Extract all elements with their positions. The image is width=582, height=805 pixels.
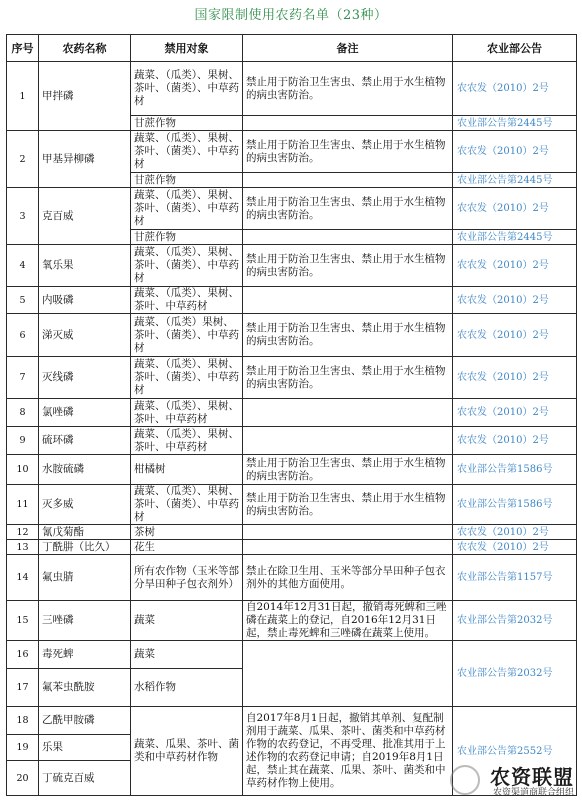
remark: 禁止用于防治卫生害虫、禁止用于水生植物的病虫害防治。	[243, 314, 453, 357]
ministry-announcement: 农农发（2010）2号	[453, 314, 577, 357]
pesticide-name: 甲基异柳磷	[39, 131, 131, 188]
table-row	[7, 601, 577, 641]
ministry-announcement: 农业部公告第2552号	[453, 707, 577, 796]
header-target: 禁用对象	[131, 35, 243, 62]
ministry-announcement: 农农发（2010）2号	[453, 399, 577, 427]
banned-target: 蔬菜、（瓜类）、果树、茶叶、（菌类）、中草药材	[131, 357, 243, 399]
pesticide-name: 氟苯虫酰胺	[39, 669, 131, 707]
banned-target: 所有农作物（玉米等部分旱田种子包衣剂外）	[131, 555, 243, 601]
banned-target: 甘蔗作物	[131, 173, 243, 188]
row-number: 15	[7, 601, 39, 641]
ministry-announcement: 农农发（2010）2号	[453, 62, 577, 116]
banned-target: 花生	[131, 540, 243, 555]
banned-target: 蔬菜、（瓜类）、果树、茶叶、中草药材	[131, 287, 243, 314]
row-number: 17	[7, 669, 39, 707]
remark	[243, 287, 453, 314]
row-number: 18	[7, 707, 39, 735]
pesticide-name: 乐果	[39, 735, 131, 761]
row-number: 4	[7, 245, 39, 287]
ministry-announcement: 农农发（2010）2号	[453, 188, 577, 230]
banned-target: 蔬菜、（瓜类）、果树、茶叶、（菌类）、中草药材	[131, 62, 243, 116]
banned-target: 柑橘树	[131, 455, 243, 485]
table-row	[7, 287, 577, 314]
pesticide-name: 丁硫克百威	[39, 761, 131, 796]
ministry-announcement: 农业部公告第2445号	[453, 230, 577, 245]
row-number: 3	[7, 188, 39, 245]
header-note: 备注	[243, 35, 453, 62]
pesticide-table	[6, 34, 577, 796]
banned-target: 蔬菜、（瓜类）、果树、茶叶、（菌类）、中草药材	[131, 485, 243, 525]
ministry-announcement: 农业部公告第1586号	[453, 455, 577, 485]
row-number: 13	[7, 540, 39, 555]
remark	[243, 399, 453, 427]
ministry-announcement: 农农发（2010）2号	[453, 540, 577, 555]
pesticide-name: 灭多威	[39, 485, 131, 525]
banned-target: 蔬菜、（瓜类）、果树、茶叶、（菌类）、中草药材	[131, 131, 243, 173]
remark	[243, 540, 453, 555]
banned-target: 水稻作物	[131, 669, 243, 707]
row-number: 14	[7, 555, 39, 601]
banned-target: 蔬菜	[131, 601, 243, 641]
table-row	[7, 540, 577, 555]
row-number: 20	[7, 761, 39, 796]
pesticide-name: 灭线磷	[39, 357, 131, 399]
banned-target: 蔬菜、（瓜类）、果树、茶叶、中草药材	[131, 427, 243, 455]
banned-target: 茶树	[131, 525, 243, 540]
row-number: 12	[7, 525, 39, 540]
row-number: 16	[7, 641, 39, 669]
table-row	[7, 245, 577, 287]
ministry-announcement: 农农发（2010）2号	[453, 131, 577, 173]
table-row	[7, 641, 577, 669]
table-row	[7, 485, 577, 525]
row-number: 19	[7, 735, 39, 761]
header-announcement: 农业部公告	[453, 35, 577, 62]
row-number: 7	[7, 357, 39, 399]
banned-target: 蔬菜、瓜果、茶叶、菌类和中草药材作物	[131, 707, 243, 796]
banned-target: 蔬菜、（瓜类）果树、茶叶、（菌类）、中草药材	[131, 314, 243, 357]
table-row	[7, 525, 577, 540]
ministry-announcement: 农业部公告第2032号	[453, 601, 577, 641]
table-row	[7, 357, 577, 399]
banned-target: 蔬菜、（瓜类）、果树、茶叶、中草药材	[131, 399, 243, 427]
row-number: 10	[7, 455, 39, 485]
table-row	[7, 555, 577, 601]
remark	[243, 641, 453, 707]
pesticide-name: 三唑磷	[39, 601, 131, 641]
table-row	[7, 62, 577, 116]
banned-target: 蔬菜、（瓜类）、果树、茶叶、（菌类）、中草药材	[131, 188, 243, 230]
pesticide-name: 乙酰甲胺磷	[39, 707, 131, 735]
pesticide-name: 涕灭威	[39, 314, 131, 357]
ministry-announcement: 农农发（2010）2号	[453, 245, 577, 287]
remark: 禁止用于防治卫生害虫、禁止用于水生植物的病虫害防治。	[243, 188, 453, 230]
header-name: 农药名称	[39, 35, 131, 62]
remark	[243, 230, 453, 245]
row-number: 2	[7, 131, 39, 188]
watermark-sub: 农资渠道商联合组织	[492, 788, 574, 798]
remark: 禁止在除卫生用、玉米等部分旱田种子包衣剂外的其他方面使用。	[243, 555, 453, 601]
ministry-announcement: 农业部公告第2445号	[453, 116, 577, 131]
remark: 禁止用于防治卫生害虫、禁止用于水生植物的病虫害防治。	[243, 357, 453, 399]
remark: 禁止用于防治卫生害虫、禁止用于水生植物的病虫害防治。	[243, 62, 453, 116]
banned-target: 蔬菜、（瓜类）、果树、茶叶、（菌类）、中草药材	[131, 245, 243, 287]
row-number: 11	[7, 485, 39, 525]
row-number: 5	[7, 287, 39, 314]
remark: 禁止用于防治卫生害虫、禁止用于水生植物的病虫害防治。	[243, 455, 453, 485]
remark	[243, 116, 453, 131]
row-number: 8	[7, 399, 39, 427]
pesticide-name: 氰戊菊酯	[39, 525, 131, 540]
pesticide-name: 甲拌磷	[39, 62, 131, 131]
ministry-announcement: 农业部公告第1157号	[453, 555, 577, 601]
table-row	[7, 399, 577, 427]
pesticide-name: 毒死蜱	[39, 641, 131, 669]
ministry-announcement: 农业部公告第2032号	[453, 641, 577, 707]
header-row	[7, 35, 577, 62]
remark	[243, 525, 453, 540]
banned-target: 甘蔗作物	[131, 116, 243, 131]
remark: 自2017年8月1日起，撤销其单剂、复配制剂用于蔬菜、瓜果、茶叶、菌类和中草药材作物的农药登记，不再受理、批准其用于上述作物的农药登记申请；自2019年8月1日起，禁止其在蔬菜、瓜果、茶叶、菌类和中草药材作物上使用。	[243, 707, 453, 796]
table-row	[7, 131, 577, 173]
ministry-announcement: 农农发（2010）2号	[453, 427, 577, 455]
watermark-main: 农资联盟	[490, 765, 574, 789]
row-number: 1	[7, 62, 39, 131]
ministry-announcement: 农业部公告第2445号	[453, 173, 577, 188]
ministry-announcement: 农农发（2010）2号	[453, 287, 577, 314]
banned-target: 甘蔗作物	[131, 230, 243, 245]
table-row	[7, 455, 577, 485]
pesticide-name: 克百威	[39, 188, 131, 245]
pesticide-name: 氧乐果	[39, 245, 131, 287]
banned-target: 蔬菜	[131, 641, 243, 669]
pesticide-name: 内吸磷	[39, 287, 131, 314]
remark: 自2014年12月31日起，撤销毒死蜱和三唑磷在蔬菜上的登记，自2016年12月31日起，禁止毒死蜱和三唑磷在蔬菜上使用。	[243, 601, 453, 641]
pesticide-name: 水胺硫磷	[39, 455, 131, 485]
watermark	[416, 761, 576, 799]
ministry-announcement: 农业部公告第1586号	[453, 485, 577, 525]
header-no: 序号	[7, 35, 39, 62]
seal-icon	[450, 765, 480, 795]
page-title: 国家限制使用农药名单（23种）	[194, 8, 388, 23]
remark: 禁止用于防治卫生害虫、禁止用于水生植物的病虫害防治。	[243, 485, 453, 525]
row-number: 9	[7, 427, 39, 455]
remark	[243, 173, 453, 188]
pesticide-name: 丁酰肼（比久）	[39, 540, 131, 555]
ministry-announcement: 农农发（2010）2号	[453, 525, 577, 540]
pesticide-name: 氟虫腈	[39, 555, 131, 601]
remark: 禁止用于防治卫生害虫、禁止用于水生植物的病虫害防治。	[243, 131, 453, 173]
remark: 禁止用于防治卫生害虫、禁止用于水生植物的病虫害防治。	[243, 245, 453, 287]
table-row	[7, 314, 577, 357]
table-row	[7, 707, 577, 735]
table-row	[7, 188, 577, 230]
table-row	[7, 427, 577, 455]
row-number: 6	[7, 314, 39, 357]
remark	[243, 427, 453, 455]
pesticide-name: 硫环磷	[39, 427, 131, 455]
ministry-announcement: 农农发（2010）2号	[453, 357, 577, 399]
pesticide-name: 氯唑磷	[39, 399, 131, 427]
